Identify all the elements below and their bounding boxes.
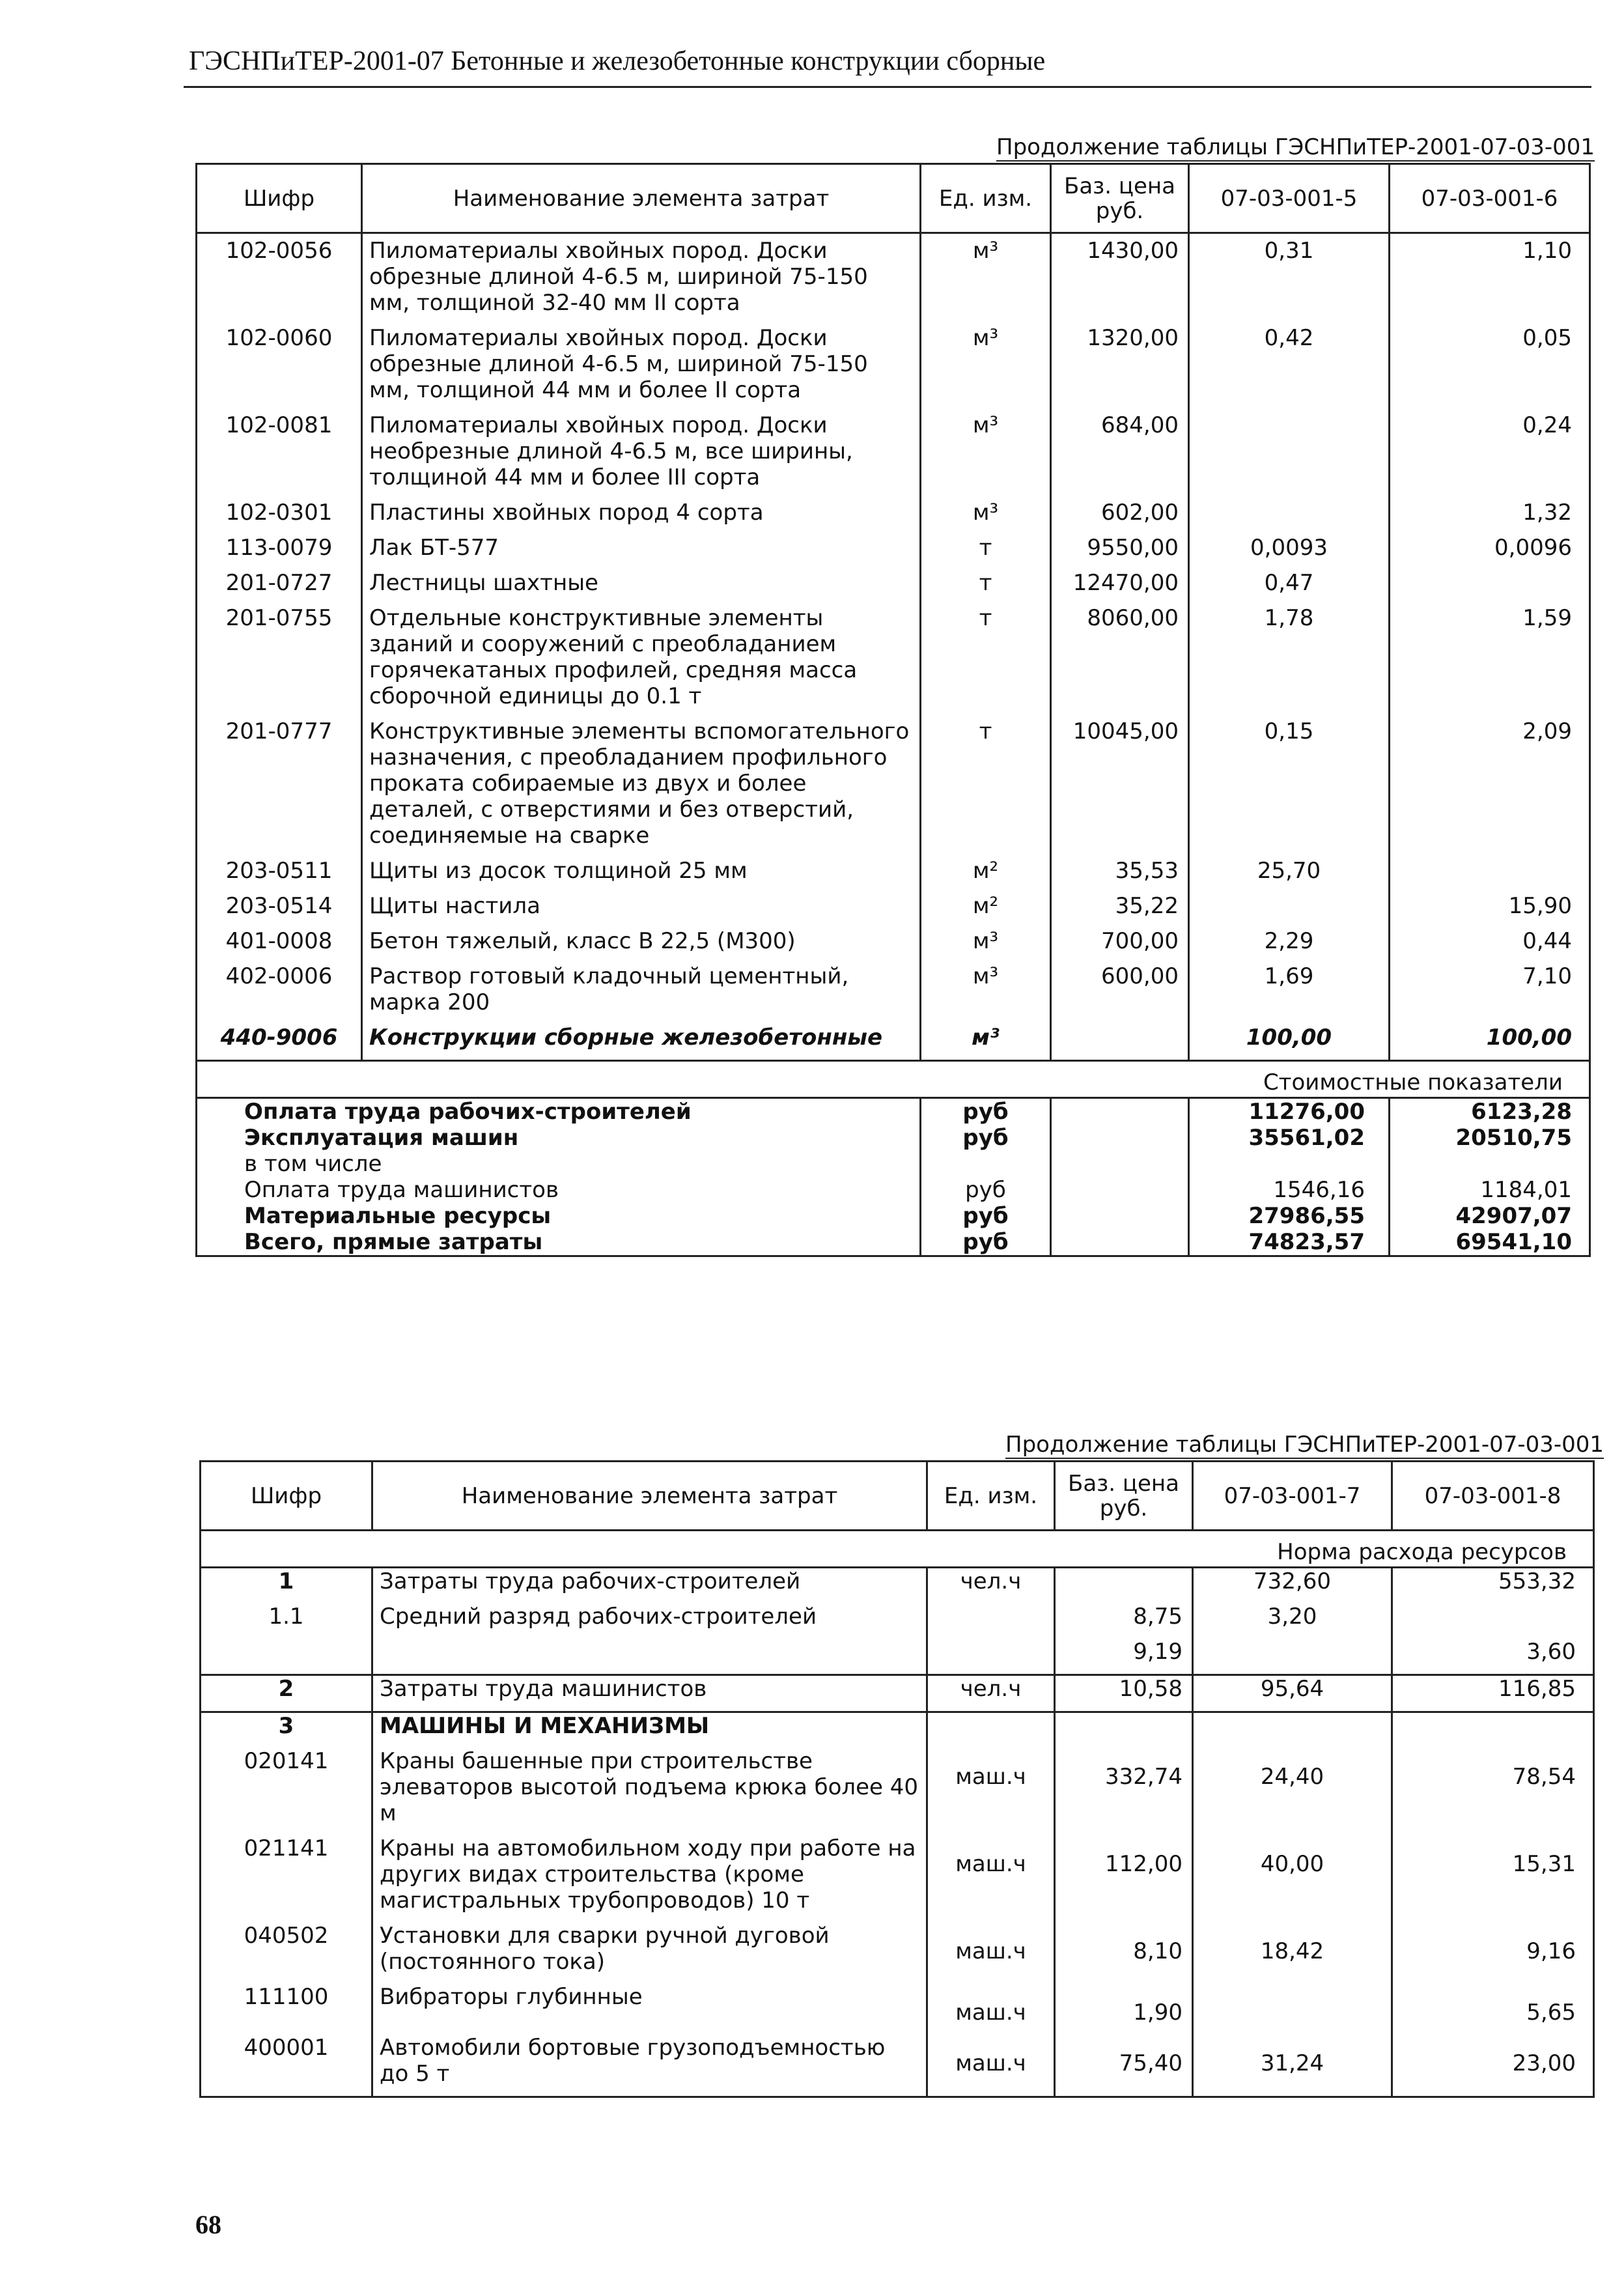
table-row <box>197 570 1590 605</box>
cost-value-cell: 69541,10 <box>1390 1229 1590 1256</box>
cost-value-cell: 20510,75 <box>1390 1125 1590 1151</box>
table-row <box>197 605 1590 718</box>
resource-name: Затраты труда машинистов <box>372 1675 927 1712</box>
resource-name: Автомобили бортовые грузоподъемностью до 5 т <box>372 2035 927 2097</box>
base-price-cell: 75,40 <box>1055 2035 1193 2097</box>
cost-row <box>197 1177 1590 1203</box>
unit-cell <box>921 1151 1051 1177</box>
unit-cell: т <box>921 570 1051 605</box>
cost-name: Эксплуатация машин <box>197 1125 921 1151</box>
base-price-cell: 35,22 <box>1051 893 1189 928</box>
resource-name: Щиты настила <box>362 893 921 928</box>
base-price-cell: 12470,00 <box>1051 570 1189 605</box>
resource-name: Бетон тяжелый, класс В 22,5 (М300) <box>362 928 921 963</box>
norm-value-cell: 3,20 <box>1193 1604 1392 1639</box>
base-price-cell <box>1055 1568 1193 1604</box>
unit-cell: м³ <box>921 233 1051 326</box>
table-row <box>201 1568 1594 1604</box>
norm-value-cell: 78,54 <box>1392 1748 1594 1835</box>
norm-value-cell: 1,10 <box>1390 233 1590 326</box>
base-price-cell: 602,00 <box>1051 500 1189 535</box>
norm-value-cell: 1,59 <box>1390 605 1590 718</box>
col-header-norm-7: 07-03-001-7 <box>1193 1462 1392 1531</box>
norm-value-cell: 25,70 <box>1189 858 1390 893</box>
table1-caption: Продолжение таблицы ГЭСНПиТЕР-2001-07-03-001 <box>996 134 1595 160</box>
norm-value-cell: 2,09 <box>1390 718 1590 858</box>
base-price-cell: 1,90 <box>1055 1984 1193 2035</box>
table-row <box>201 1835 1594 1923</box>
norm-value-cell <box>1193 1984 1392 2035</box>
page-number: 68 <box>195 2210 221 2239</box>
resource-code: 400001 <box>201 2035 372 2097</box>
unit-cell: м³ <box>921 325 1051 412</box>
resource-name <box>372 1639 927 1675</box>
table-row <box>201 1923 1594 1984</box>
resource-code: 402-0006 <box>197 963 362 1025</box>
resource-name: Пиломатериалы хвойных пород. Доски необрезные длиной 4-6.5 м, все ширины, толщиной 44 мм и более III сорта <box>362 412 921 500</box>
norm-value-cell <box>1189 500 1390 535</box>
resource-code: 201-0777 <box>197 718 362 858</box>
norm-value-cell: 24,40 <box>1193 1748 1392 1835</box>
resource-code: 203-0514 <box>197 893 362 928</box>
base-price-cell: 332,74 <box>1055 1748 1193 1835</box>
col-header-code: Шифр <box>201 1462 372 1531</box>
base-price-cell: 8060,00 <box>1051 605 1189 718</box>
col-header-unit: Ед. изм. <box>921 164 1051 233</box>
col-header-unit: Ед. изм. <box>927 1462 1055 1531</box>
base-price-cell <box>1051 1125 1189 1151</box>
norm-value-cell: 15,90 <box>1390 893 1590 928</box>
norm-value-cell <box>1390 570 1590 605</box>
table-row <box>201 1984 1594 2035</box>
norm-value-cell: 95,64 <box>1193 1675 1392 1712</box>
unit-cell: маш.ч <box>927 1984 1055 2035</box>
norm-value-cell: 18,42 <box>1193 1923 1392 1984</box>
resource-name: Щиты из досок толщиной 25 мм <box>362 858 921 893</box>
norm-value-cell: 7,10 <box>1390 963 1590 1025</box>
base-price-cell <box>1051 1229 1189 1256</box>
resource-code: 3 <box>201 1712 372 1749</box>
base-price-cell <box>1051 1177 1189 1203</box>
resource-code: 113-0079 <box>197 535 362 570</box>
norm-value-cell: 2,29 <box>1189 928 1390 963</box>
resource-code: 203-0511 <box>197 858 362 893</box>
resource-name: Пластины хвойных пород 4 сорта <box>362 500 921 535</box>
norm-value-cell: 0,0096 <box>1390 535 1590 570</box>
cost-row <box>197 1125 1590 1151</box>
norm-value-cell <box>1392 1712 1594 1749</box>
norm-value-cell: 1,78 <box>1189 605 1390 718</box>
table-row <box>197 718 1590 858</box>
resource-code: 440-9006 <box>197 1025 362 1061</box>
base-price-cell: 9550,00 <box>1051 535 1189 570</box>
unit-cell: руб <box>921 1125 1051 1151</box>
unit-cell: чел.ч <box>927 1568 1055 1604</box>
running-header: ГЭСНПиТЕР-2001-07 Бетонные и железобетонные конструкции сборные <box>189 46 1046 76</box>
unit-cell: маш.ч <box>927 1835 1055 1923</box>
base-price-cell: 600,00 <box>1051 963 1189 1025</box>
norm-section-title: Норма расхода ресурсов <box>201 1531 1594 1568</box>
base-price-cell: 684,00 <box>1051 412 1189 500</box>
unit-cell: маш.ч <box>927 2035 1055 2097</box>
table-row <box>197 412 1590 500</box>
resource-name: Пиломатериалы хвойных пород. Доски обрезные длиной 4-6.5 м, шириной 75-150 мм, толщиной 32-40 мм II сорта <box>362 233 921 326</box>
base-price-cell: 10,58 <box>1055 1675 1193 1712</box>
base-price-cell: 112,00 <box>1055 1835 1193 1923</box>
resource-name: Затраты труда рабочих-строителей <box>372 1568 927 1604</box>
unit-cell: м³ <box>921 1025 1051 1061</box>
base-price-cell <box>1055 1712 1193 1749</box>
norm-value-cell: 31,24 <box>1193 2035 1392 2097</box>
norm-value-cell: 553,32 <box>1392 1568 1594 1604</box>
cost-value-cell: 6123,28 <box>1390 1098 1590 1125</box>
col-header-norm-8: 07-03-001-8 <box>1392 1462 1594 1531</box>
resource-code: 102-0056 <box>197 233 362 326</box>
col-header-price: Баз. цена руб. <box>1051 164 1189 233</box>
col-header-norm-6: 07-03-001-6 <box>1390 164 1590 233</box>
cost-value-cell: 1546,16 <box>1189 1177 1390 1203</box>
cost-value-cell: 74823,57 <box>1189 1229 1390 1256</box>
norm-value-cell: 1,69 <box>1189 963 1390 1025</box>
col-header-name: Наименование элемента затрат <box>372 1462 927 1531</box>
cost-row <box>197 1151 1590 1177</box>
unit-cell: т <box>921 718 1051 858</box>
table-row <box>201 1712 1594 1749</box>
unit-cell <box>927 1639 1055 1675</box>
base-price-cell: 9,19 <box>1055 1639 1193 1675</box>
unit-cell: чел.ч <box>927 1675 1055 1712</box>
resource-code: 1 <box>201 1568 372 1604</box>
resource-name: Конструкции сборные железобетонные <box>362 1025 921 1061</box>
table-row <box>197 963 1590 1025</box>
norm-value-cell: 23,00 <box>1392 2035 1594 2097</box>
cost-row <box>197 1098 1590 1125</box>
norm-value-cell: 5,65 <box>1392 1984 1594 2035</box>
col-header-code: Шифр <box>197 164 362 233</box>
base-price-cell: 8,10 <box>1055 1923 1193 1984</box>
table-row <box>197 928 1590 963</box>
norm-value-cell: 0,47 <box>1189 570 1390 605</box>
norm-value-cell: 732,60 <box>1193 1568 1392 1604</box>
header-rule <box>184 86 1591 88</box>
unit-cell: м³ <box>921 412 1051 500</box>
resource-name: Краны на автомобильном ходу при работе на других видах строительства (кроме магистральных трубопроводов) 10 т <box>372 1835 927 1923</box>
resource-code: 111100 <box>201 1984 372 2035</box>
norm-value-cell: 116,85 <box>1392 1675 1594 1712</box>
cost-row <box>197 1229 1590 1256</box>
norm-value-cell <box>1392 1604 1594 1639</box>
resource-code: 021141 <box>201 1835 372 1923</box>
table-row <box>197 500 1590 535</box>
base-price-cell: 10045,00 <box>1051 718 1189 858</box>
col-header-price: Баз. цена руб. <box>1055 1462 1193 1531</box>
unit-cell: маш.ч <box>927 1748 1055 1835</box>
base-price-cell: 700,00 <box>1051 928 1189 963</box>
unit-cell: руб <box>921 1098 1051 1125</box>
col-header-name: Наименование элемента затрат <box>362 164 921 233</box>
cost-name: Материальные ресурсы <box>197 1203 921 1229</box>
resource-name: Конструктивные элементы вспомогательного назначения, с преобладанием профильного проката собираемые из двух и более деталей, с отверстиями и без отверстий, соединяемые на сварке <box>362 718 921 858</box>
unit-cell: т <box>921 605 1051 718</box>
base-price-cell: 8,75 <box>1055 1604 1193 1639</box>
norm-value-cell: 15,31 <box>1392 1835 1594 1923</box>
table-row <box>201 1675 1594 1712</box>
resource-table-2 <box>199 1460 1595 2098</box>
table-row <box>197 893 1590 928</box>
table-row <box>197 858 1590 893</box>
resource-name: Установки для сварки ручной дуговой (постоянного тока) <box>372 1923 927 1984</box>
cost-name: Оплата труда рабочих-строителей <box>197 1098 921 1125</box>
unit-cell: м³ <box>921 963 1051 1025</box>
resource-name: МАШИНЫ И МЕХАНИЗМЫ <box>372 1712 927 1749</box>
table-row <box>197 325 1590 412</box>
norm-value-cell <box>1193 1639 1392 1675</box>
resource-code: 1.1 <box>201 1604 372 1639</box>
norm-value-cell <box>1193 1712 1392 1749</box>
base-price-cell: 35,53 <box>1051 858 1189 893</box>
resource-table-1 <box>195 163 1591 1257</box>
cost-name: Всего, прямые затраты <box>197 1229 921 1256</box>
resource-code: 201-0755 <box>197 605 362 718</box>
table-row <box>201 1604 1594 1639</box>
cost-value-cell: 42907,07 <box>1390 1203 1590 1229</box>
table2-caption: Продолжение таблицы ГЭСНПиТЕР-2001-07-03-001 <box>1005 1432 1604 1458</box>
norm-value-cell: 100,00 <box>1189 1025 1390 1061</box>
resource-name: Лак БТ-577 <box>362 535 921 570</box>
resource-name: Краны башенные при строительстве элеваторов высотой подъема крюка более 40 м <box>372 1748 927 1835</box>
cost-section-header <box>197 1061 1590 1098</box>
cost-value-cell: 11276,00 <box>1189 1098 1390 1125</box>
resource-code: 020141 <box>201 1748 372 1835</box>
cost-value-cell: 27986,55 <box>1189 1203 1390 1229</box>
norm-value-cell: 0,05 <box>1390 325 1590 412</box>
norm-value-cell: 0,15 <box>1189 718 1390 858</box>
cost-row <box>197 1203 1590 1229</box>
resource-code: 201-0727 <box>197 570 362 605</box>
resource-name: Средний разряд рабочих-строителей <box>372 1604 927 1639</box>
unit-cell: м³ <box>921 500 1051 535</box>
unit-cell: м² <box>921 858 1051 893</box>
unit-cell: м³ <box>921 928 1051 963</box>
norm-value-cell: 0,31 <box>1189 233 1390 326</box>
base-price-cell: 1320,00 <box>1051 325 1189 412</box>
col-header-norm-5: 07-03-001-5 <box>1189 164 1390 233</box>
unit-cell: руб <box>921 1229 1051 1256</box>
base-price-cell: 1430,00 <box>1051 233 1189 326</box>
cost-value-cell <box>1390 1151 1590 1177</box>
table-row <box>201 2035 1594 2097</box>
norm-value-cell: 0,24 <box>1390 412 1590 500</box>
norm-value-cell: 9,16 <box>1392 1923 1594 1984</box>
norm-value-cell: 3,60 <box>1392 1639 1594 1675</box>
resource-code: 102-0301 <box>197 500 362 535</box>
resource-name: Отдельные конструктивные элементы зданий и сооружений с преобладанием горячекатаных профилей, средняя масса сборочной единицы до 0.1 т <box>362 605 921 718</box>
norm-value-cell: 1,32 <box>1390 500 1590 535</box>
unit-cell: руб <box>921 1177 1051 1203</box>
resource-code: 2 <box>201 1675 372 1712</box>
cost-section-title: Стоимостные показатели <box>197 1061 1590 1098</box>
table-row <box>201 1639 1594 1675</box>
resource-name: Вибраторы глубинные <box>372 1984 927 2035</box>
table-row <box>201 1748 1594 1835</box>
resource-code: 102-0081 <box>197 412 362 500</box>
unit-cell <box>927 1604 1055 1639</box>
unit-cell: маш.ч <box>927 1923 1055 1984</box>
unit-cell <box>927 1712 1055 1749</box>
norm-value-cell <box>1390 858 1590 893</box>
resource-code: 401-0008 <box>197 928 362 963</box>
unit-cell: руб <box>921 1203 1051 1229</box>
resource-code: 040502 <box>201 1923 372 1984</box>
cost-name: в том числе <box>197 1151 921 1177</box>
norm-value-cell: 0,0093 <box>1189 535 1390 570</box>
table-row <box>197 535 1590 570</box>
norm-value-cell: 100,00 <box>1390 1025 1590 1061</box>
base-price-cell <box>1051 1025 1189 1061</box>
norm-value-cell: 40,00 <box>1193 1835 1392 1923</box>
cost-value-cell: 35561,02 <box>1189 1125 1390 1151</box>
base-price-cell <box>1051 1098 1189 1125</box>
unit-cell: м² <box>921 893 1051 928</box>
cost-value-cell: 1184,01 <box>1390 1177 1590 1203</box>
table-row <box>197 233 1590 326</box>
norm-section-header <box>201 1531 1594 1568</box>
norm-value-cell <box>1189 412 1390 500</box>
resource-name: Лестницы шахтные <box>362 570 921 605</box>
base-price-cell <box>1051 1151 1189 1177</box>
resource-code: 102-0060 <box>197 325 362 412</box>
cost-value-cell <box>1189 1151 1390 1177</box>
resource-name: Раствор готовый кладочный цементный, марка 200 <box>362 963 921 1025</box>
cost-name: Оплата труда машинистов <box>197 1177 921 1203</box>
norm-value-cell: 0,44 <box>1390 928 1590 963</box>
table-row <box>197 1025 1590 1061</box>
unit-cell: т <box>921 535 1051 570</box>
base-price-cell <box>1051 1203 1189 1229</box>
norm-value-cell: 0,42 <box>1189 325 1390 412</box>
norm-value-cell <box>1189 893 1390 928</box>
resource-code <box>201 1639 372 1675</box>
resource-name: Пиломатериалы хвойных пород. Доски обрезные длиной 4-6.5 м, шириной 75-150 мм, толщиной 44 мм и более II сорта <box>362 325 921 412</box>
